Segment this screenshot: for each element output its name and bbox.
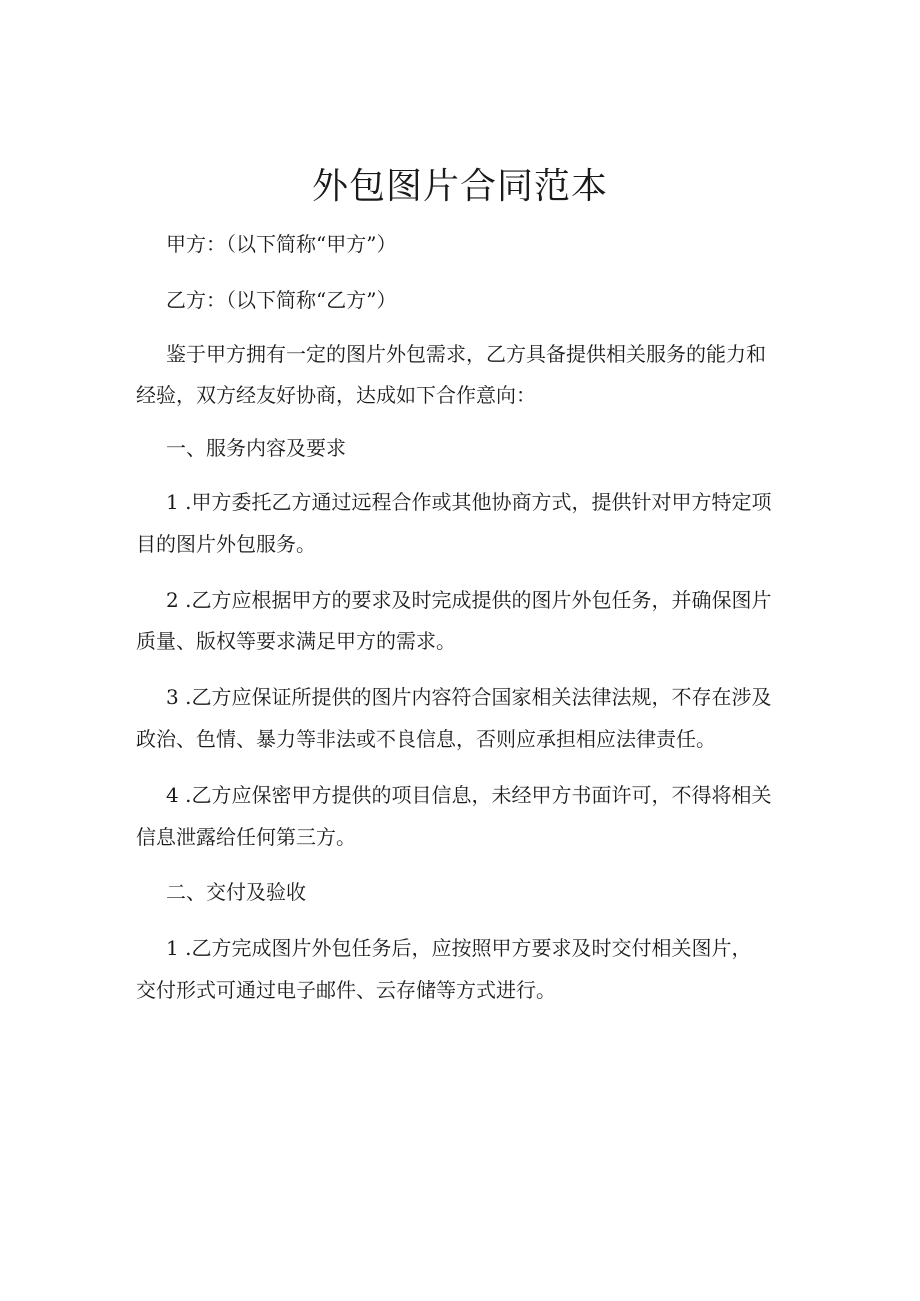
document-title: 外包图片合同范本 xyxy=(311,166,608,207)
party-a-line: 甲方：（以下简称“甲方”） xyxy=(166,232,397,256)
clause-2-1-line-2: 交付形式可通过电子邮件、云存储等方式进行。 xyxy=(136,978,556,1002)
clause-1-4-line-1: 4 .乙方应保密甲方提供的项目信息，未经甲方书面许可，不得将相关 xyxy=(166,783,772,807)
clause-1-2-line-1: 2 .乙方应根据甲方的要求及时完成提供的图片外包任务，并确保图片 xyxy=(166,588,772,612)
clause-1-3-line-1: 3 .乙方应保证所提供的图片内容符合国家相关法律法规，不存在涉及 xyxy=(166,685,772,709)
section-2-heading: 二、交付及验收 xyxy=(166,880,306,904)
preamble-line-1: 鉴于甲方拥有一定的图片外包需求，乙方具备提供相关服务的能力和 xyxy=(166,342,766,366)
clause-1-1-line-2: 目的图片外包服务。 xyxy=(136,532,316,556)
party-b-line: 乙方：（以下简称“乙方”） xyxy=(166,288,397,312)
clause-1-1-line-1: 1 .甲方委托乙方通过远程合作或其他协商方式，提供针对甲方特定项 xyxy=(166,490,772,514)
section-1-heading: 一、服务内容及要求 xyxy=(166,436,346,460)
preamble-line-2: 经验，双方经友好协商，达成如下合作意向： xyxy=(136,383,536,407)
clause-1-4-line-2: 信息泄露给任何第三方。 xyxy=(136,825,356,849)
clause-1-3-line-2: 政治、色情、暴力等非法或不良信息，否则应承担相应法律责任。 xyxy=(136,727,716,751)
clause-1-2-line-2: 质量、版权等要求满足甲方的需求。 xyxy=(136,629,456,653)
clause-2-1-line-1: 1 .乙方完成图片外包任务后，应按照甲方要求及时交付相关图片， xyxy=(166,936,752,960)
